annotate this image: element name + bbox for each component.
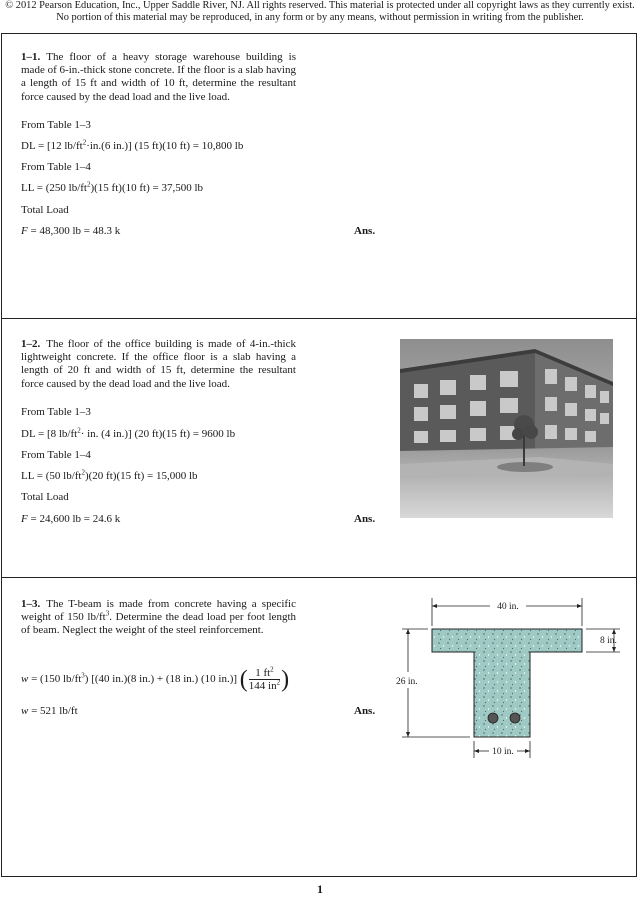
- problem-1-2-ref1: From Table 1–3: [21, 406, 91, 418]
- problem-1-1-number: 1–1.: [21, 51, 41, 63]
- problem-1-3-answer-mark: Ans.: [354, 705, 376, 717]
- problem-1-3-equation: w = (150 $lb/ft^3$) [(40 in.)(8 in.) + (18 in.) (10 in.)] ( $\frac{1 ft^2}{144 in^2}$ ): [21, 665, 290, 693]
- dim-top-width: 40 in.: [497, 602, 519, 612]
- dim-web-width: 10 in.: [492, 747, 514, 757]
- problem-1-2-live-load: LL = (50 $lb/ft^2)(20$ ft)(15 ft) = 15,000 lb: [21, 468, 198, 482]
- problem-1-2-dead-load: DL = [8 $lb/ft^2\cdot$ in. (4 in.)] (20 ft)(15 ft) = 9600 lb: [21, 426, 236, 440]
- t-beam-cross-section: [392, 596, 632, 766]
- dim-total-height: 26 in.: [396, 677, 418, 687]
- problem-divider-1: [1, 318, 637, 319]
- problem-1-2-number: 1–2.: [21, 338, 41, 350]
- problem-1-2-statement: [21, 338, 296, 391]
- problem-divider-2: [1, 577, 637, 578]
- problem-1-1-ref2: From Table 1–4: [21, 161, 91, 173]
- problem-1-1-total-label: Total Load: [21, 204, 69, 216]
- problem-1-2-result: F = 24,600 lb = 24.6 k: [21, 513, 121, 525]
- problem-1-1-text: The floor of a heavy storage warehouse building is made of 6-in.-thick stone concrete. If the floor is a slab having a length of 15 ft and width of 10 ft, determine the resultant force caused by the dead load and the live load.: [21, 51, 296, 103]
- problem-1-1-answer-mark: Ans.: [354, 225, 376, 237]
- problem-1-1-ref1: From Table 1–3: [21, 119, 91, 131]
- page-number: 1: [317, 882, 323, 896]
- problem-1-3-statement: 1–3. The T-beam is made from concrete having a specific weight of 150 $lb/ft^3$. Determine the dead load per foot length of beam. Neglect the weight of the steel reinforcement.: [21, 598, 296, 637]
- problem-1-1-result: F = 48,300 lb = 48.3 k: [21, 225, 121, 237]
- problem-1-2-ref2: From Table 1–4: [21, 449, 91, 461]
- dim-flange-depth: 8 in.: [600, 636, 617, 646]
- office-building-photo: [400, 339, 613, 518]
- unit-conversion-fraction: $\frac{1 ft^2}{144 in^2}$: [248, 665, 281, 692]
- copyright-header: [0, 0, 640, 24]
- problem-1-2-text: The floor of the office building is made of 4-in.-thick lightweight concrete. If the office floor is a slab having a length of 20 ft and width of 15 ft, determine the resultant force caused by the dead load and the live load.: [21, 338, 296, 390]
- problem-1-3-number: 1–3.: [21, 598, 41, 610]
- problem-1-1-statement: [21, 51, 296, 104]
- problem-1-2-answer-mark: Ans.: [354, 513, 376, 525]
- copyright-line-1: © 2012 Pearson Education, Inc., Upper Saddle River, NJ. All rights reserved. This material is protected under all copyright laws as they currently exist.: [5, 0, 635, 11]
- problem-1-1-live-load: LL = (250 $lb/ft^2)(15$ ft)(10 ft) = 37,500 lb: [21, 180, 203, 194]
- copyright-line-2: No portion of this material may be reproduced, in any form or by any means, without permission in writing from the publisher.: [56, 12, 584, 23]
- problem-1-1-dead-load: DL = [12 $lb/ft^2\cdot in.(6$ in.)] (15 ft)(10 ft) = 10,800 lb: [21, 138, 244, 152]
- problem-1-3-result: w = 521 lb/ft: [21, 705, 78, 717]
- problem-1-2-total-label: Total Load: [21, 491, 69, 503]
